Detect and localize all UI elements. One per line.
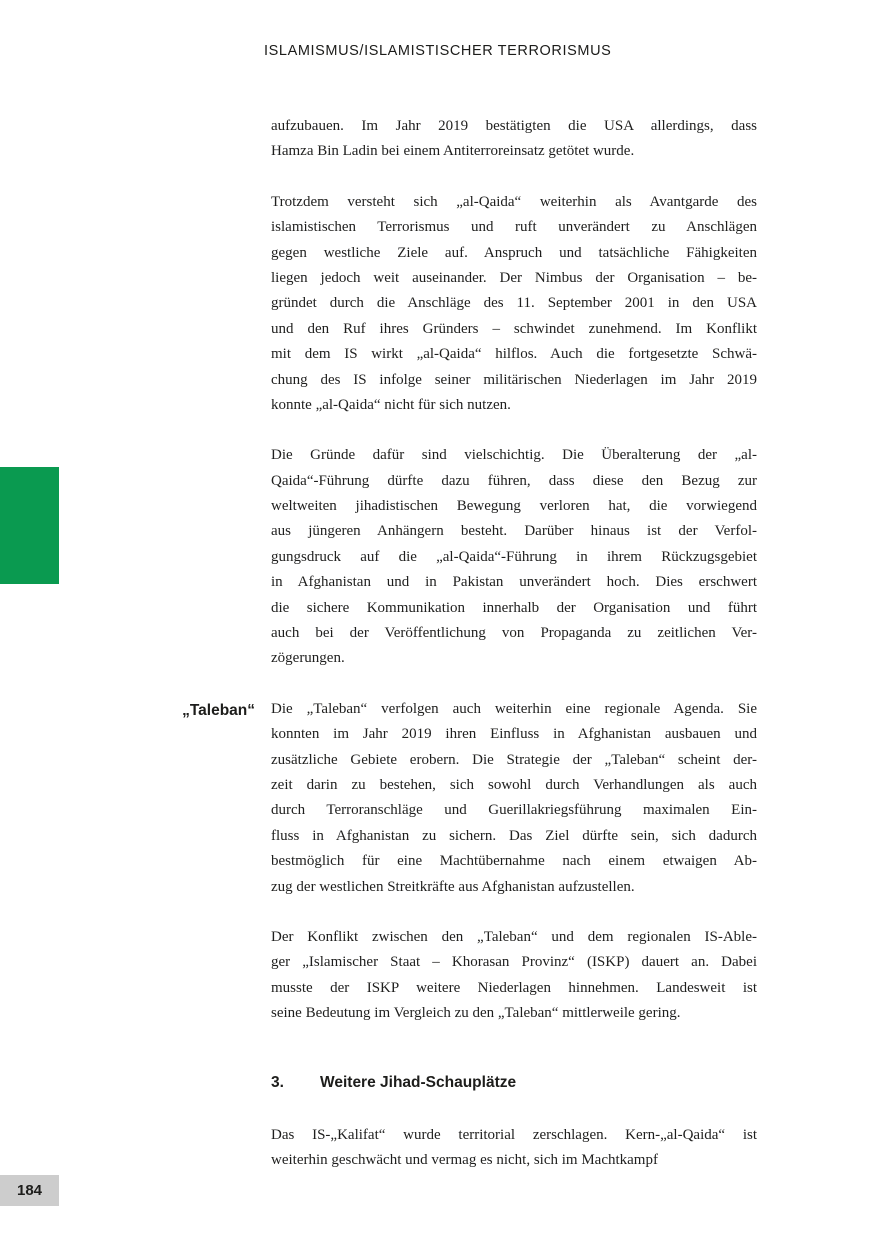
text-line: gegen westliche Ziele auf. Anspruch und tatsächliche Fähigkeiten [271,244,757,261]
text-line: zusätzliche Gebiete erobern. Die Strategie der „Taleban“ scheint der- [271,751,757,768]
paragraph [271,190,757,419]
running-head: ISLAMISMUS/ISLAMISTISCHER TERRORISMUS [264,43,612,59]
text-line: Die Gründe dafür sind vielschichtig. Die Überalterung der „al- [271,447,757,464]
page-number: 184 [16,1182,43,1199]
text-line: musste der ISKP weitere Niederlagen hinnehmen. Landesweit ist [271,979,757,996]
text-line: Der Konflikt zwischen den „Taleban“ und dem regionalen IS-Able- [271,928,757,945]
body-text-column [182,114,757,1198]
text-line: fluss in Afghanistan zu sichern. Das Ziel dürfte sein, sich dadurch [271,827,757,844]
paragraph [271,114,757,165]
margin-label-taleban: „Taleban“ [182,701,255,719]
paragraph [271,925,757,1027]
text-line: liegen jedoch weit auseinander. Der Nimbus der Organisation – be- [271,269,757,286]
text-line: Trotzdem versteht sich „al-Qaida“ weiterhin als Avantgarde des [271,193,757,210]
text-line: mit dem IS wirkt „al-Qaida“ hilflos. Auch die fortgesetzte Schwä- [271,346,757,363]
page-number-box [0,1175,59,1206]
text-line: auch bei der Veröffentlichung von Propaganda zu zeitlichen Ver- [271,625,757,642]
text-line: ger „Islamischer Staat – Khorasan Provinz“ (ISKP) dauert an. Dabei [271,954,757,971]
text-line: die sichere Kommunikation innerhalb der Organisation und führt [271,599,757,616]
text-line: aus jüngeren Anhängern besteht. Darüber hinaus ist der Verfol- [271,523,757,540]
text-line: zug der westlichen Streitkräfte aus Afghanistan aufzustellen. [271,878,635,895]
text-line: weiterhin geschwächt und vermag es nicht, sich im Machtkampf [271,1151,658,1168]
text-line: chung des IS infolge seiner militärischen Niederlagen im Jahr 2019 [271,371,757,388]
section-heading-number: 3. [271,1073,284,1091]
section-heading [271,1073,757,1093]
text-line: Hamza Bin Ladin bei einem Antiterroreinsatz getötet wurde. [271,143,635,160]
text-line: Qaida“-Führung dürfte dazu führen, dass diese den Bezug zur [271,472,757,489]
text-line: gründet durch die Anschläge des 11. September 2001 in den USA [271,295,757,312]
text-line: und den Ruf ihres Gründers – schwindet zunehmend. Im Konflikt [271,320,757,337]
paragraph [271,443,757,672]
text-line: seine Bedeutung im Vergleich zu den „Taleban“ mittlerweile gering. [271,1005,681,1022]
text-line: durch Terroranschläge und Guerillakriegsführung maximalen Ein- [271,802,757,819]
text-line: gungsdruck auf die „al-Qaida“-Führung in ihrem Rückzugsgebiet [271,548,757,565]
text-line: Das IS-„Kalifat“ wurde territorial zerschlagen. Kern-„al-Qaida“ ist [271,1126,757,1143]
text-line: zögerungen. [271,650,345,667]
paragraph-taleban [182,697,757,900]
section-heading-title: Weitere Jihad-Schauplätze [320,1073,517,1091]
paragraph-body [271,697,757,900]
green-accent-block [0,467,59,584]
text-line: islamistischen Terrorismus und ruft unverändert zu Anschlägen [271,219,757,236]
text-line: bestmöglich für eine Machtübernahme nach einem etwaigen Ab- [271,853,757,870]
text-line: Die „Taleban“ verfolgen auch weiterhin eine regionale Agenda. Sie [271,700,757,717]
text-line: in Afghanistan und in Pakistan unverändert hoch. Dies erschwert [271,574,757,591]
paragraph [271,1123,757,1174]
text-line: zeit darin zu bestehen, sich sowohl durch Verhandlungen als auch [271,776,757,793]
text-line: weltweiten jihadistischen Bewegung verloren hat, die vorwiegend [271,498,757,515]
text-line: aufzubauen. Im Jahr 2019 bestätigten die USA allerdings, dass [271,118,757,134]
text-line: konnte „al-Qaida“ nicht für sich nutzen. [271,396,511,413]
text-line: konnten im Jahr 2019 ihren Einfluss in Afghanistan ausbauen und [271,726,757,743]
